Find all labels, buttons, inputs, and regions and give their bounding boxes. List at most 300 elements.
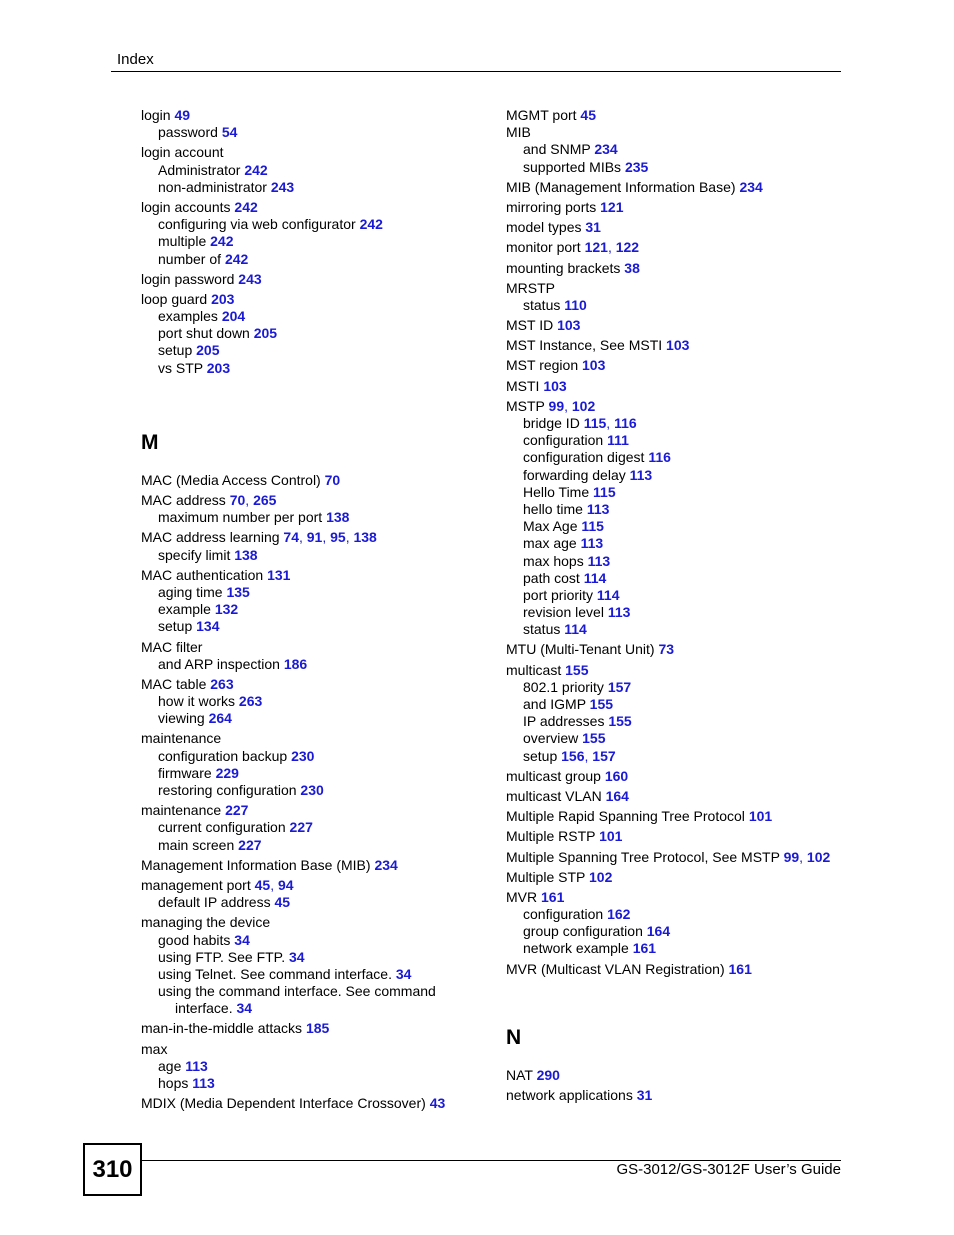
index-entry xyxy=(506,378,866,395)
page-link[interactable]: 70 xyxy=(229,492,246,508)
page-link[interactable]: 264 xyxy=(208,710,232,727)
index-term-text: and SNMP xyxy=(523,141,595,158)
page-link[interactable]: 116 xyxy=(614,415,637,431)
page-link[interactable]: 138 xyxy=(326,509,350,526)
index-term-text: maintenance xyxy=(141,730,222,747)
index-subentry xyxy=(506,159,866,176)
index-term xyxy=(141,144,501,161)
page-link[interactable]: 122 xyxy=(615,239,640,256)
index-term-text: MAC address learning xyxy=(141,529,284,546)
index-term xyxy=(141,291,501,308)
index-term xyxy=(141,802,501,819)
page-link[interactable]: 230 xyxy=(291,747,315,764)
page-number: 310 xyxy=(83,1143,142,1196)
page-separator: , xyxy=(799,848,807,865)
index-term-text: viewing xyxy=(158,710,209,727)
index-term xyxy=(506,641,866,658)
page-link[interactable]: 203 xyxy=(206,359,231,376)
page-link[interactable]: 131 xyxy=(267,566,291,583)
index-subentry xyxy=(506,621,866,638)
index-entry xyxy=(141,802,501,854)
page-link[interactable]: 101 xyxy=(748,808,773,825)
index-entry xyxy=(141,1041,501,1093)
index-term xyxy=(141,1041,501,1058)
index-term-text: login xyxy=(141,107,175,123)
index-subentry xyxy=(141,693,501,710)
page-link[interactable]: 103 xyxy=(543,377,567,394)
index-subentry xyxy=(506,415,866,432)
index-term-text: MIB (Management Information Base) xyxy=(506,178,740,195)
page-link[interactable]: 116 xyxy=(648,449,671,466)
index-subentry xyxy=(141,748,501,765)
index-term-text: max hops xyxy=(523,552,588,569)
index-term xyxy=(506,260,866,277)
index-term-text: status xyxy=(523,621,565,638)
index-term-text: vs STP xyxy=(158,359,207,376)
index-term-text: IP addresses xyxy=(523,713,609,730)
page-link[interactable]: 43 xyxy=(429,1095,446,1112)
index-subentry xyxy=(506,501,866,518)
page-link[interactable]: 103 xyxy=(582,357,606,374)
index-term-text: max age xyxy=(523,535,581,552)
index-subentry xyxy=(506,730,866,747)
page-link[interactable]: 38 xyxy=(624,259,640,276)
page-link[interactable]: 155 xyxy=(589,696,614,712)
index-entry xyxy=(141,291,501,377)
index-term-text: MVR xyxy=(506,888,541,905)
index-term-text: Hello Time xyxy=(523,483,594,500)
index-subentry xyxy=(506,297,866,314)
index-subentry xyxy=(506,713,866,730)
index-entry xyxy=(141,529,501,563)
page-link[interactable]: 234 xyxy=(374,856,398,873)
index-term-text: current configuration xyxy=(158,819,290,836)
page-link[interactable]: 45 xyxy=(274,894,291,911)
index-term-text: and IGMP xyxy=(523,696,590,712)
page-link[interactable]: 113 xyxy=(607,604,631,621)
index-term-text: MVR (Multicast VLAN Registration) xyxy=(506,960,729,977)
index-entry xyxy=(506,260,866,277)
index-term-text: Multiple Spanning Tree Protocol, See MSTP xyxy=(506,848,784,865)
page-link[interactable]: 227 xyxy=(225,802,249,819)
index-entry xyxy=(506,1067,866,1084)
page-link[interactable]: 45 xyxy=(254,876,271,893)
index-term-text: Administrator xyxy=(158,161,245,178)
index-term-text: multicast group xyxy=(506,767,605,784)
index-subentry xyxy=(506,553,866,570)
page-link[interactable]: 102 xyxy=(589,868,613,885)
index-term xyxy=(506,662,866,679)
page-link[interactable]: 155 xyxy=(582,730,606,747)
index-term-text: MST Instance, See MSTI xyxy=(506,337,667,354)
section-letter: N xyxy=(506,1025,522,1049)
index-column-left xyxy=(141,107,501,1115)
page-link[interactable]: 290 xyxy=(536,1066,560,1083)
page-link[interactable]: 99 xyxy=(783,848,800,865)
page-link[interactable]: 110 xyxy=(564,296,587,313)
index-term xyxy=(506,788,866,805)
index-term-text: Multiple RSTP xyxy=(506,828,600,845)
index-term xyxy=(141,107,501,124)
section-letter: M xyxy=(141,430,159,454)
index-entry xyxy=(506,641,866,658)
index-term xyxy=(141,472,501,489)
page-link[interactable]: 121 xyxy=(584,239,608,256)
index-term-text: network applications xyxy=(506,1087,637,1103)
index-subentry xyxy=(141,124,501,141)
index-term-text: aging time xyxy=(158,583,227,600)
page-link[interactable]: 34 xyxy=(236,1000,253,1017)
index-subentry xyxy=(141,308,501,325)
page-link[interactable]: 161 xyxy=(728,960,752,977)
index-term-text: example xyxy=(158,601,215,618)
page-link[interactable]: 99 xyxy=(548,397,565,414)
guide-title: GS-3012/GS-3012F User’s Guide xyxy=(616,1161,841,1178)
index-subentry xyxy=(506,748,866,765)
index-subentry xyxy=(506,535,866,552)
page-link[interactable]: 115 xyxy=(593,483,616,500)
page-link[interactable]: 114 xyxy=(564,621,587,638)
index-term xyxy=(141,857,501,874)
index-entry xyxy=(141,271,501,288)
page-link[interactable]: 155 xyxy=(608,713,632,730)
index-entry xyxy=(506,768,866,785)
index-subentry xyxy=(141,819,501,836)
index-term-text: supported MIBs xyxy=(523,158,625,175)
page-link[interactable]: 91 xyxy=(306,529,323,546)
index-subentry xyxy=(141,837,501,854)
index-entry xyxy=(506,788,866,805)
page-link[interactable]: 132 xyxy=(214,601,239,618)
page-separator: , xyxy=(607,239,616,256)
index-term-text: MAC address xyxy=(141,492,230,508)
index-entry xyxy=(141,472,501,489)
page-link[interactable]: 31 xyxy=(636,1087,653,1103)
page-link[interactable]: 54 xyxy=(221,124,238,141)
index-term-text: port priority xyxy=(523,586,597,603)
page-link[interactable]: 265 xyxy=(253,492,277,508)
index-subentry xyxy=(141,360,501,377)
index-term-text: monitor port xyxy=(506,239,585,256)
index-entry xyxy=(506,179,866,196)
page-link[interactable]: 234 xyxy=(739,178,763,195)
page-link[interactable]: 134 xyxy=(196,618,220,635)
index-entry xyxy=(141,199,501,268)
index-subentry xyxy=(506,518,866,535)
page-link[interactable]: 113 xyxy=(587,552,611,569)
page-separator: , xyxy=(270,876,278,893)
index-term xyxy=(506,849,866,866)
page-link[interactable]: 242 xyxy=(359,216,383,233)
page-link[interactable]: 102 xyxy=(806,848,831,865)
index-entry xyxy=(506,889,866,958)
page-link[interactable]: 161 xyxy=(632,940,657,957)
page-link[interactable]: 156 xyxy=(561,747,585,764)
index-term xyxy=(506,124,866,141)
index-term-text: MAC filter xyxy=(141,638,203,655)
index-term-text: using FTP. See FTP. xyxy=(158,948,289,965)
page-link[interactable]: 113 xyxy=(185,1057,208,1074)
index-term-text: default IP address xyxy=(158,894,275,911)
page-link[interactable]: 227 xyxy=(289,819,313,836)
index-term-text: multicast VLAN xyxy=(506,787,606,804)
index-term-text: password xyxy=(158,124,222,141)
index-term-text: NAT xyxy=(506,1066,537,1083)
index-term-text: man-in-the-middle attacks xyxy=(141,1020,306,1037)
index-term xyxy=(141,199,501,216)
index-term xyxy=(506,317,866,334)
index-term-text: configuring via web configurator xyxy=(158,216,360,233)
page-link[interactable]: 203 xyxy=(211,290,235,307)
page-link[interactable]: 157 xyxy=(607,678,632,695)
index-subentry xyxy=(141,233,501,250)
page-link[interactable]: 101 xyxy=(599,828,623,845)
index-term-text: managing the device xyxy=(141,914,271,931)
index-entry xyxy=(506,961,866,978)
index-entry xyxy=(141,1095,501,1112)
index-term-text: path cost xyxy=(523,569,584,586)
index-term-text: configuration xyxy=(523,432,608,449)
index-entry xyxy=(506,219,866,236)
index-term-text: MIB xyxy=(506,124,531,141)
index-term xyxy=(506,179,866,196)
index-term xyxy=(506,219,866,236)
index-term xyxy=(506,337,866,354)
index-term-text: setup xyxy=(523,747,562,764)
page-link[interactable]: 115 xyxy=(581,518,604,535)
index-subentry xyxy=(506,570,866,587)
index-subentry xyxy=(141,342,501,359)
index-subentry xyxy=(141,216,501,233)
page-link[interactable]: 162 xyxy=(607,906,631,923)
index-entry xyxy=(506,280,866,314)
index-entry xyxy=(506,662,866,765)
index-term xyxy=(141,529,501,546)
index-term-text: and ARP inspection xyxy=(158,655,284,672)
index-term-text: login password xyxy=(141,270,239,287)
page-link[interactable]: 73 xyxy=(658,641,675,658)
index-term-text: model types xyxy=(506,219,586,236)
page-link[interactable]: 235 xyxy=(624,158,649,175)
index-term-text: examples xyxy=(158,308,222,325)
page-link[interactable]: 155 xyxy=(565,661,589,678)
index-entry xyxy=(141,492,501,526)
index-term-text: loop guard xyxy=(141,290,212,307)
index-subentry xyxy=(506,906,866,923)
index-term xyxy=(506,398,866,415)
index-term-text: overview xyxy=(523,730,583,747)
index-term-text: restoring configuration xyxy=(158,782,301,798)
index-term-text: multicast xyxy=(506,661,566,678)
index-term-text: setup xyxy=(158,342,197,359)
index-subentry xyxy=(141,894,501,911)
page-link[interactable]: 229 xyxy=(215,764,239,781)
index-subentry xyxy=(506,141,866,158)
index-subentry xyxy=(506,604,866,621)
page-link[interactable]: 113 xyxy=(192,1075,215,1091)
index-term-text: firmware xyxy=(158,764,216,781)
page-separator: , xyxy=(345,529,354,546)
page-link[interactable]: 205 xyxy=(196,342,220,359)
index-term-text: group configuration xyxy=(523,923,647,940)
page-link[interactable]: 111 xyxy=(607,432,629,449)
page-link[interactable]: 135 xyxy=(226,583,250,600)
page-link[interactable]: 114 xyxy=(583,569,607,586)
index-term xyxy=(506,239,866,256)
page-link[interactable]: 234 xyxy=(594,141,618,158)
page-link[interactable]: 157 xyxy=(592,747,616,764)
index-term xyxy=(506,107,866,124)
page-link[interactable]: 45 xyxy=(580,107,596,123)
page-link[interactable]: 102 xyxy=(571,397,596,414)
index-term xyxy=(141,730,501,747)
page-link[interactable]: 243 xyxy=(270,178,295,195)
index-term-text: number of xyxy=(158,250,225,267)
page-link[interactable]: 34 xyxy=(289,948,305,965)
index-term-text: 802.1 priority xyxy=(523,678,608,695)
page-link[interactable]: 205 xyxy=(253,325,278,342)
index-term xyxy=(506,808,866,825)
index-term-text: MST region xyxy=(506,357,582,374)
index-term xyxy=(141,676,501,693)
page-link[interactable]: 185 xyxy=(305,1020,330,1037)
index-term xyxy=(141,1020,501,1037)
page-link[interactable]: 121 xyxy=(600,198,624,215)
page-link[interactable]: 114 xyxy=(596,586,620,603)
index-entry xyxy=(506,107,866,176)
page-link[interactable]: 227 xyxy=(238,836,262,853)
index-term xyxy=(141,639,501,656)
index-term xyxy=(506,869,866,886)
index-entry xyxy=(506,337,866,354)
index-term xyxy=(506,889,866,906)
page-link[interactable]: 243 xyxy=(238,270,262,287)
index-entry xyxy=(506,869,866,886)
index-subentry xyxy=(506,940,866,957)
page-separator: , xyxy=(298,529,307,546)
page-link[interactable]: 103 xyxy=(557,317,581,334)
index-subentry xyxy=(141,983,501,1000)
index-term-text: mounting brackets xyxy=(506,259,625,276)
index-term-text: MDIX (Media Dependent Interface Crossover) xyxy=(141,1095,430,1112)
page-link[interactable]: 164 xyxy=(646,923,671,940)
index-subentry xyxy=(141,656,501,673)
index-term-text: Max Age xyxy=(523,518,582,535)
index-entry xyxy=(141,639,501,673)
page-link[interactable]: 242 xyxy=(210,233,234,250)
page-link[interactable]: 113 xyxy=(629,466,653,483)
index-term-text: management port xyxy=(141,876,255,893)
page-link[interactable]: 95 xyxy=(330,529,346,546)
index-term xyxy=(141,492,501,509)
index-entry xyxy=(141,877,501,911)
page-link[interactable]: 138 xyxy=(353,529,377,546)
index-subentry xyxy=(141,251,501,268)
page-link[interactable]: 160 xyxy=(604,767,629,784)
index-subentry xyxy=(141,932,501,949)
index-term-text: login accounts xyxy=(141,198,235,215)
index-subentry xyxy=(506,432,866,449)
index-term-text: Multiple Rapid Spanning Tree Protocol xyxy=(506,808,749,825)
header-rule xyxy=(111,71,841,72)
index-term-text: age xyxy=(158,1057,186,1074)
page-link[interactable]: 103 xyxy=(666,337,690,354)
index-term xyxy=(506,357,866,374)
index-entry xyxy=(141,107,501,141)
index-term-text: login account xyxy=(141,144,224,161)
index-subentry xyxy=(506,696,866,713)
index-term-text: maximum number per port xyxy=(158,509,327,526)
index-subentry xyxy=(506,679,866,696)
page-link[interactable]: 263 xyxy=(210,675,234,692)
index-term-text: main screen xyxy=(158,836,239,853)
index-term-text: multiple xyxy=(158,233,211,250)
page-link[interactable]: 186 xyxy=(283,655,308,672)
index-subentry xyxy=(506,484,866,501)
page-link[interactable]: 242 xyxy=(224,250,249,267)
index-term xyxy=(506,378,866,395)
index-term xyxy=(506,280,866,297)
index-entry xyxy=(506,849,866,866)
index-term xyxy=(141,877,501,894)
page-link[interactable]: 113 xyxy=(580,535,604,552)
index-term-text: port shut down xyxy=(158,325,254,342)
page-link[interactable]: 138 xyxy=(234,546,258,563)
index-term-text: using Telnet. See command interface. xyxy=(158,965,396,982)
index-term-text: MRSTP xyxy=(506,279,555,296)
page-link[interactable]: 34 xyxy=(395,965,412,982)
index-term-text: status xyxy=(523,296,565,313)
index-term xyxy=(141,271,501,288)
index-term xyxy=(506,1067,866,1084)
index-entry xyxy=(141,567,501,636)
index-entry xyxy=(141,857,501,874)
page-link[interactable]: 31 xyxy=(585,219,601,236)
page-link[interactable]: 115 xyxy=(583,415,607,431)
page-link[interactable]: 164 xyxy=(605,787,629,804)
index-term-text: bridge ID xyxy=(523,415,584,431)
page-separator: , xyxy=(245,492,254,508)
index-term-text: Management Information Base (MIB) xyxy=(141,856,375,873)
page-link[interactable]: 263 xyxy=(238,693,263,710)
index-term-text: configuration xyxy=(523,906,608,923)
index-term xyxy=(506,1087,866,1104)
page-link[interactable]: 230 xyxy=(300,782,324,798)
page-link[interactable]: 204 xyxy=(221,308,246,325)
index-term-text: MTU (Multi-Tenant Unit) xyxy=(506,641,659,658)
page-link[interactable]: 242 xyxy=(234,198,258,215)
index-subentry xyxy=(141,618,501,635)
index-subentry xyxy=(141,1075,501,1092)
page-link[interactable]: 113 xyxy=(586,500,610,517)
index-term-text: hello time xyxy=(523,500,587,517)
page-link[interactable]: 49 xyxy=(174,107,191,123)
page-link[interactable]: 161 xyxy=(541,888,565,905)
page-link[interactable]: 94 xyxy=(277,876,294,893)
index-term xyxy=(506,961,866,978)
page-link[interactable]: 74 xyxy=(283,529,299,546)
index-subentry xyxy=(141,949,501,966)
index-term-text: using the command interface. See command xyxy=(158,983,436,1000)
index-entry xyxy=(141,144,501,196)
index-subentry xyxy=(141,584,501,601)
index-subentry xyxy=(141,710,501,727)
page-link[interactable]: 34 xyxy=(234,931,250,948)
index-subentry xyxy=(141,179,501,196)
page-link[interactable]: 242 xyxy=(244,161,268,178)
index-term xyxy=(141,567,501,584)
page-link[interactable]: 70 xyxy=(324,471,341,488)
